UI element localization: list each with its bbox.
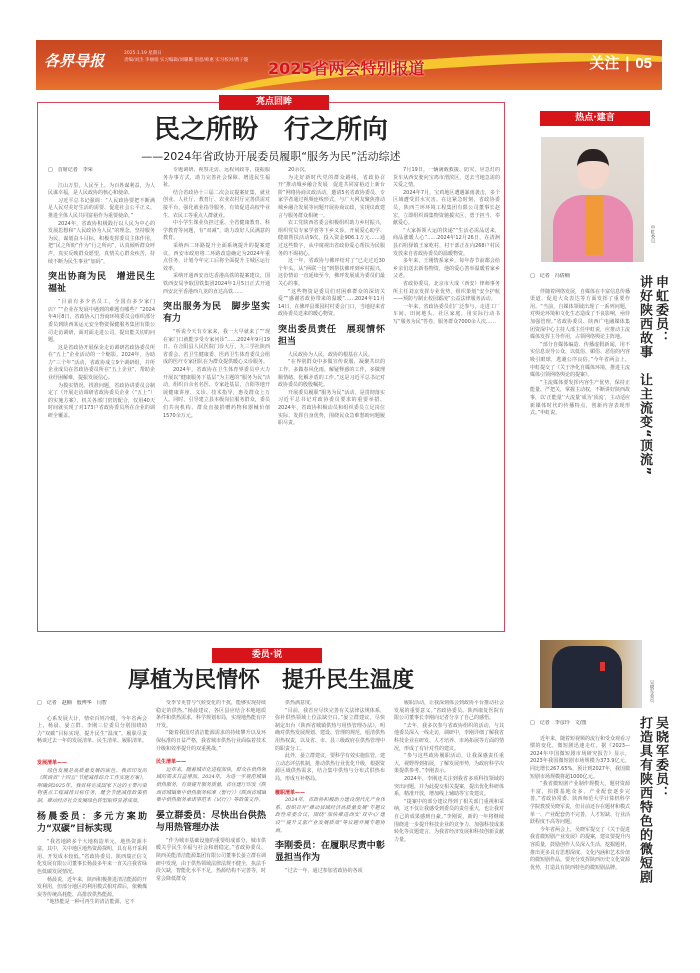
paragraph: 今年省两会上，吴晓军提交了《关于促进我省微短剧产业发展》的提案，建议要提升内容质量，鼓励创作人员深入生活，挖掘题材，推出更多具有思想深度、文化内涵和艺术价值的微短剧作品。要充分发挥陕西历史文化资源优势，打造具有陕西特色的微短剧品牌。 bbox=[530, 826, 630, 871]
feature-column-1 bbox=[48, 167, 155, 627]
photo-caption: 吴晓军委员 bbox=[649, 680, 654, 703]
paragraph: 供热满意度。 bbox=[285, 700, 316, 706]
paragraph: “在界别群众中多做宣传说服、凝聚共识的工作，多做春风化雨、解疑释惑的工作，多做理顺情绪、化解矛盾的工作。”这是习近平总书记对政协委员的殷殷嘱托。 bbox=[278, 359, 385, 389]
paragraph: 受季节更替与气候变化的干扰，能够实现持续稳定的供热。”杨晨建议，各区县应结合本地地质条件和供热需求，科学规划布局，实现地热能有序开发。 bbox=[156, 700, 266, 729]
paragraph: “作为城市基础设施的重要组成部分，城市供暖关乎民生幸福与社会和谐稳定。”省政协委员、陕西美能清洁能源集团有限公司董事长晏立群在调研中发现，由于供热领域法律法规不健全，执法手段欠缺，智能化水平不足，热源结构不完善等，时常会降低群众 bbox=[156, 837, 266, 882]
paragraph: 2024年7月，宝鸡地区遭遇暴雨袭击，多个区域遭受洪水灾害。在这紧急时刻，省政协委员，陕西兰环环境工程集团有限公司董事长赵宏，立即组织调集物资驰援灾区，勇于担当、奉献爱心。 bbox=[393, 189, 500, 227]
paragraph: 伴随着网络发展，自媒体在丰富信息传播渠道、促进大众表达等方面发挥了重要作用。“当前，自媒体领域出现了一系列问题，对舆论环境和文化生态造成了不良影响，亟待加强管理。”省政协委员、陕西广电融媒体集团资深中心主持人部主任申虹说，应推动主流媒体发挥主导作用，占领网络舆论主阵地。 bbox=[530, 288, 630, 341]
paragraph: “提案中的部分建议得到了相关部门重视和采纳，这不仅让我感受到委员的责任重大，也让我对自己的成果感到自豪。”李刚说，新的一年将继续围绕进一步提升科技企业的竞争力、加强科技成果转化等议题建言，为我省经济发展和科技创新贡献力量。 bbox=[394, 798, 504, 843]
paragraph: “听说今天有专家来，我一大早就来了”“现在家门口就能享受专家问诊”……2024年9月19日，在合阳县人民医院门诊大厅，九三学社陕西省委会、省卫生健康委、医药卫生体育委员会组成的医疗专家团队在为群众提供暖心义诊服务。 bbox=[163, 329, 270, 366]
short-drama-article-body bbox=[530, 720, 630, 960]
article-title: 讲好陕西故事 让主流变“顶流” bbox=[637, 275, 652, 477]
paragraph: 为走好新时代党的群众路线，省政协召开“推动城乡融合发展 促进共同富裕迈上新台阶”网络协商议政活动，邀请5名省政协委员、专家学者通过视频连线形式，与广大网友聚焦推动城乡融合发展等问题开展协商议政，实现议政建言与服务群众相统一。 bbox=[278, 174, 385, 219]
section-name: 关注 bbox=[589, 55, 620, 72]
member-photo-shenhong bbox=[541, 137, 644, 262]
subheading: 突出协商为民 增进民生福祉 bbox=[48, 272, 155, 295]
paragraph: “随着我国对清洁能源需求的持续攀升以及环保标准的日益严格，我省城市供热行业面临着技术升级和效率提升的双重挑战。” bbox=[156, 730, 266, 752]
members-column-4 bbox=[394, 700, 504, 960]
paragraph: 习近平总书记强调：“人民政协要把不断满足人民对美好生活的需要、促进社会公平正义、推进全体人民共同富裕作为重要使命。” bbox=[48, 197, 155, 219]
page-number: 05 bbox=[635, 55, 652, 72]
list-label: 发展清单—— bbox=[37, 759, 68, 766]
paragraph: “去年，我多次参与省政协组织的活动，与其他委员深入一线走访，调研中，李刚详细了解我省科技企业在研发、人才培养、市场拓展等方面的情况，形成了有针对性的建议。 bbox=[394, 722, 504, 752]
feature-column-3 bbox=[278, 167, 385, 627]
paragraph: “地热能是一种可再生的清洁能源，它不 bbox=[47, 899, 135, 906]
paragraph: 开展委员履职“服务为民”活动，是贯彻落实习近平总书记对政协委员要求的重要举措。2024年，省政协积极动员和组织委员立足岗位实际，发挥自身优势，围绕民众急难愁盼问题履职尽责。 bbox=[278, 389, 385, 427]
paragraph: 2024年，省政协在卫生体育界委员中大力开展以“健康服务下基层”为主题的“服务为民”活动，组织百余名名医、专家赴基层，合阳等地开展健康讲座、义诊、技术指导，惠及群众上万人。同时，引导建立县本级岗位服务群众，委员们共向机构、群众直接捐赠药物和器械价值1570余万元。 bbox=[163, 367, 270, 419]
paragraph: 人民政协为人民，政协的根基在人民。 bbox=[288, 351, 374, 358]
paragraph: 结合省政协十三届二次会议提案征集，就业创业、人社厅、教育厅、农业农村厅完善供需对接平台，强化就业指导服务，有效促进高校毕业生、农民工等重点人群就业。 bbox=[163, 189, 270, 219]
issue-date: 2025.1.19 星期日 bbox=[124, 51, 162, 56]
paragraph: 这是省政协开展保企走访调研省政协委员所在“五上”企业活动的一个缩影。2024年，为助力“三个年”活动，省政协成立9个调研组，并所企业成员在省政协委员所在“五上企业”，帮助企业纾困解难，提振发展信心。 bbox=[48, 344, 155, 382]
members-column-2 bbox=[156, 700, 266, 960]
paragraph: “目前有多少名员工，全国有多少家门店？”“企业在发展中遇到的难题有哪些？”2024年4月8日，省政协入门营商环境委员会组织部分委员到陕西某运元安全物资保健服务集团有限公司走访调研，面对面走进公司，提出能关切的问题。 bbox=[48, 299, 155, 344]
paragraph: 7月19日，一辆满载救援、防灾、应急灯的货车从西安驶向宝鸡市渭滨区，送去当地急需的关爱之情。 bbox=[393, 167, 500, 189]
paragraph: 为摸实情况、找准问题，省政协讲委员会制定了《开展走访调研省政协委员企业（“五上”）的实施方案》，机关各部门密切配合，仅用40天时间就实现了对173户省政协委员所在企业的调研全覆盖。 bbox=[48, 382, 155, 420]
subheading: 突出服务为民 脚步坚实有力 bbox=[163, 302, 270, 325]
article-title: 打造具有陕西特色的微短剧 bbox=[637, 716, 652, 884]
list-text: 2024年，省政协积极助力建设现代化产业体系，组织召开“推动县域经济高质量发展”专题议政性常委会议，围绕“加快推进西安‘双中心’建设”“提升文旅产业发展质效”等议题开展专题协商。 bbox=[275, 797, 385, 834]
byline: □ 记者 赵楠 殷博华 闫智 bbox=[37, 700, 107, 706]
paragraph: “我省地跨多个大地构造单元，地热资源丰富，其中，关中地区地热资源探明，具有易开采利用、开发成本较低。”省政协委员、陕西瑞正信文化发展有限公司董事长杨晨多年来一直关注我省绿色低碳发展情况。 bbox=[37, 838, 147, 875]
paragraph: “这些物资是委员们对困难群众的深切关爱”“感谢省政协带来的温暖”……2024年11月14日，在佛坪县栗园村村委会门口，当地迎来省政协委员送来的暖心物资。 bbox=[278, 288, 385, 318]
paragraph: 履职活动，让我深刻体会到政协平台推动社会发展的重要意义。”省政协委员、陕西康复医院有限公司董事长李刚向记者分享了自己的感悟。 bbox=[394, 700, 504, 722]
paragraph: “部分自媒体编造、传播虚假新闻，用不实信息误导公众，以低俗、媚俗、恶俗的内容吸引眼球，逃避公序良俗。”今年省两会上，申虹提交了《关于净化自媒体环境，推进主流媒体引领网络舆论的提案》。 bbox=[530, 341, 630, 379]
issue-meta bbox=[124, 50, 248, 64]
paragraph: “目前，我省应尽快完善有关法律法规体系，弥补供热领域上位法缺空白。”晏立群建议，尽快制定出台《陕西省城镇供热与用热管理办法》，明确对供热发展规划、建设、管理的规范，厘清供热用热权责，以及省、市、县三级政府在供热管理中的职责分工。 bbox=[275, 707, 385, 752]
paragraph: 杨晨说，近年来，陕西积极推进清洁能源的开发利用，但部分地区的利用模式相对滞后，依赖煤炭等传统高耗能、高排放供热能源。 bbox=[37, 876, 147, 898]
byline: □ 记者 冯倩楠 bbox=[530, 273, 570, 279]
feature-column-2 bbox=[163, 167, 270, 627]
list-label: 履职清单—— bbox=[275, 789, 306, 796]
paragraph: 江山万里，人民至上。为百姓谋利益，为人民谋幸福，是人民政协的核心和使命。 bbox=[48, 182, 155, 197]
list-text: 近年来，随着城市化进程加快，群众在供热领域的需求日益增加。2024年，为进一步规范城镇供热服务，有效提升服务质量，省住建厅印发《陕西省城镇集中供热服务标准（暂行）》《陕西省城镇集中供热服务承诺事范本（试行）》等政策文件。 bbox=[156, 766, 266, 804]
members-column-1 bbox=[37, 700, 147, 960]
editors: 责编/刘杰 李丽娟 实习编辑/刘璐璐 创意/师惠 实习校对/黄子璇 bbox=[124, 58, 249, 63]
feature-title: 民之所盼 行之所向 bbox=[153, 115, 388, 145]
paragraph: 2024年，李刚还关注到我省多项科技领域的突出问题，并为此提交相关提案，提出优化科研体系，精准开放，增加线上辅助等宝贵建议。 bbox=[394, 775, 504, 798]
banner-title: 2025省两会特别报道 bbox=[268, 59, 425, 78]
subheading: 李刚委员：在履职尽责中彰显担当作为 bbox=[275, 841, 385, 864]
paragraph: 多年来，王刚情系家乡，每年春节前都会给乡亲们送去新春物资，他的爱心善举温暖着家乡父老。 bbox=[393, 258, 500, 280]
paragraph: “我省微短剧产业制作规模大，题材资源丰富，拍摄基地众多，产业配套逐步完善。”省政协常委、陕西师范大学计算机科学学院教授吴晓军说，但目前还存在题材和模式单一、产业配套仍不完善，人才短缺、行业活跃程度不高等问题。 bbox=[530, 781, 630, 826]
list-label: 民生清单—— bbox=[156, 759, 187, 766]
hot-topic-tag: 热点·建言 bbox=[540, 111, 650, 126]
paragraph: 农工党陕西省委会积极组织助力乡村振兴，组织党员专家学者等下乡义诊，开展爱心助学、健康帮扶活动9次，投入资金906.1万元……通过这些数字，从中窥视出省政协爱心帮扶为民服务的不竭初心。 bbox=[278, 220, 385, 257]
subheading: 突出委员责任 展现情怀担当 bbox=[278, 324, 385, 347]
subheading: 杨晨委员：多元方案助力“双碳”目标实现 bbox=[37, 811, 147, 834]
feature-subtitle: ——2024年省政协开展委员履职“服务为民”活动综述 bbox=[141, 150, 401, 163]
paragraph: 中小学生课业负担过重、全省健康教育、科学教育等问题，有“双减”，助力改好人民满意的教育。 bbox=[163, 220, 270, 242]
paragraph: “过去一年，通过参加省政协的各项 bbox=[285, 868, 363, 875]
newspaper-logo: 各界导报 bbox=[44, 52, 105, 70]
photo-caption: 申虹委员 bbox=[650, 225, 655, 243]
paragraph: 此外，晏立群建议，要科学有效实施监管，建立动态评估机制，推动供热行业优化升级，根据资源区域供热需求，结合集中供热与分布式供热布局，形成互补格局。 bbox=[275, 753, 385, 782]
member-photo-wuxiaojun bbox=[540, 640, 642, 708]
paragraph: 心系发展大计，情牵百姓冷暖。今年省两会上，杨晨、晏立群、李刚三位委员分别围绕助力“双碳”目标实现、提升民生“温度”，履职尽责畅谈过去一年的发展清单、民生清单、履职清单。 bbox=[37, 715, 147, 745]
paragraph: 2024年，省政协积极践行以人民为中心的发展思想和“人民政协为人民”的理念，坚持服务为民，谋划奋斗目标，积极发挥委员主体作用，把“民之所盼”作为“行之所向”，认真倾听群众呼声，真实反映群众愿望，真情关心群众疾苦，持续不断为民生事业“加码”。 bbox=[48, 220, 155, 265]
article-title-name: 吴晓军委员： bbox=[653, 716, 668, 800]
section-label: 关注 | 05 bbox=[589, 54, 652, 72]
paragraph: 20余次。 bbox=[288, 167, 310, 173]
paragraph: 采纳开通西安直达香港高铁的提案建议，国铁西安局争取国铁集团2024年1月5日正式开通西安北至香港西九龙的直达高铁…… bbox=[163, 273, 270, 295]
paragraph: “大家拆领大运的快递”“生活必需品送来，商品涨暖人心”……2024年12月26日，在清涧县石咀驿镇王家屹村，村干部正在向268户村民发放来自省政协委员的温暖物资。 bbox=[393, 227, 500, 257]
feature-tag: 亮点回眸 bbox=[219, 95, 329, 110]
list-text: 绿色发展是高质量发展的底色。我省印发的《陕西省“十四五”节能减排综合工作实施方案》，明确到2025年，我省将完成国家下达的主要污染物重点工程减排目标任务，健全节能减排政策机制，推动经济社会发展绿色转型取得显著成效。 bbox=[37, 767, 147, 804]
byline: □ 首席记者 李荣 bbox=[48, 167, 93, 173]
page-header-banner bbox=[36, 40, 662, 90]
paragraph: “参与这些政协履职活动，让我深感责任重大，视野得到拓展，了解发展形势，为政府科学决策提供参考。”李刚表示。 bbox=[394, 753, 504, 775]
subheading: 晏立群委员：尽快出台供热与用热管理办法 bbox=[156, 810, 266, 833]
paragraph: 一年来，省政协委员们广泛参与，走进工厂车间、田间地头、社区家庭，用实际行动书写“服务为民”答卷，服务群众7000余人次…… bbox=[393, 303, 500, 325]
paragraph: 专题调研、视察走访、远程问政等，提振服务办事方式，助力完善社会保障、增进民生福祉。 bbox=[163, 167, 270, 189]
byline: □ 记者 李彦玲 文/图 bbox=[530, 720, 587, 726]
paragraph: 这一年，省政协与佛坪结对了“已走过近30个年头。从“两联一包”到帮扶佛坪到乡村振兴，这份情谊一直延续至今，佛坪发展成为委员们最关心的事。 bbox=[278, 258, 385, 287]
members-tag: 委员·说 bbox=[212, 648, 322, 663]
paragraph: 近年来，随着短视频的流行和受众观看习惯的变化，微短剧迅速走红。据《2023—2024年中国微短剧市场研究报告》显示，2023年我国微短剧市场规模为373.9亿元，同比增长267.65%，预计到2027年，我国微短剧市场规模将超1000亿元。 bbox=[530, 735, 630, 780]
paragraph: “主流媒体要发挥内容生产优势，保持正能量、严把关，掌握主动权，不断讲好陕西故事，以‘正能量’‘大流量’成为‘顶流’，主动适应新媒体时代的传播特点，创新内容表现形式。”申虹说。 bbox=[530, 379, 630, 417]
members-title: 厚植为民情怀 提升民生温度 bbox=[127, 668, 414, 693]
members-column-3 bbox=[275, 700, 385, 960]
paragraph: 省政协委员、北京市大成（西安）律师事务所主任刘京发挥专业优势，组织策划“安全护航——预防与制止校园霸凌”公益法律服务活动。 bbox=[393, 280, 500, 303]
article-title-name: 申虹委员： bbox=[653, 275, 668, 345]
feature-column-4 bbox=[393, 167, 500, 627]
hot-article-body bbox=[530, 273, 630, 628]
paragraph: 采纳西二环路提升全面系统提升的提案建议，西安市政府将二环路改造确定为2024年重点任务，计划今年完工后将全面提升主城区运行效率。 bbox=[163, 242, 270, 272]
